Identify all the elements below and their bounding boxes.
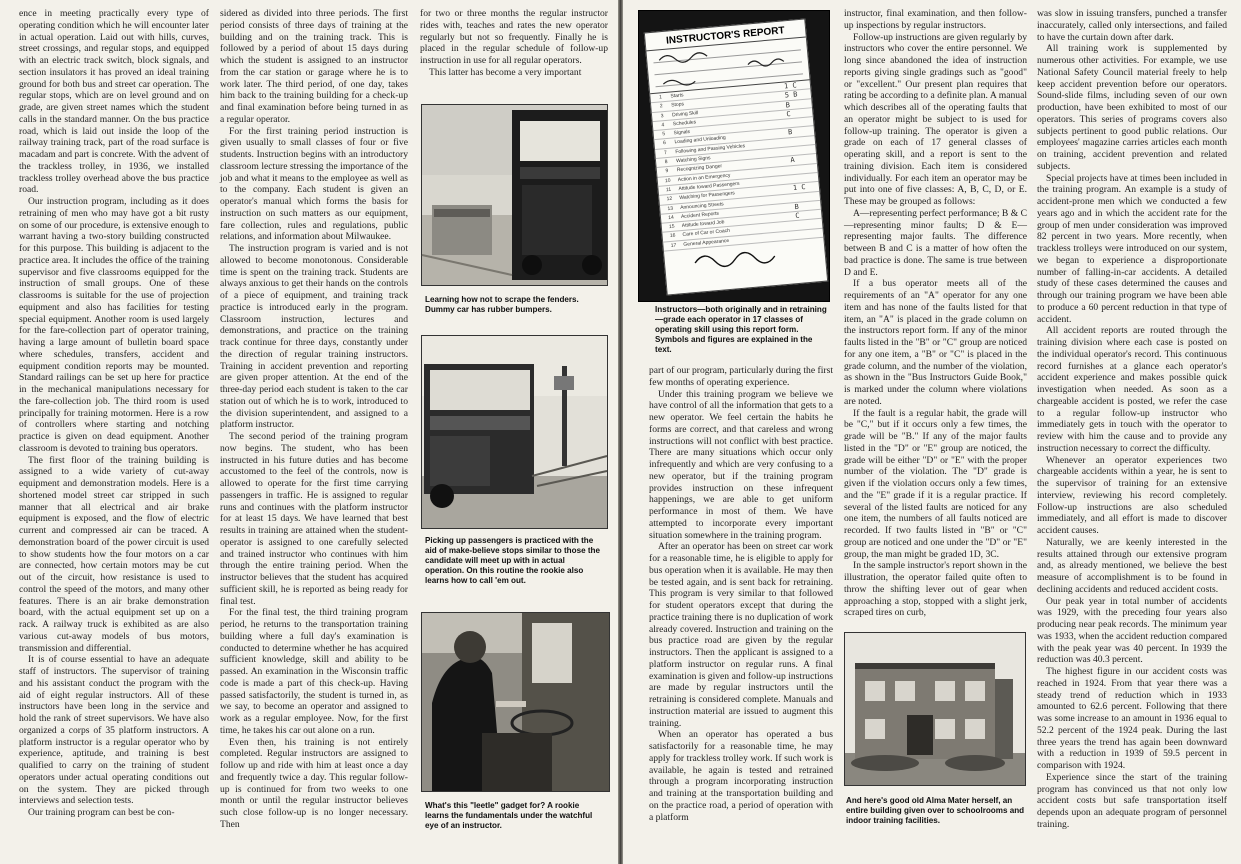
photo-training-building <box>844 632 1026 786</box>
paragraph: When an operator has operated a bus satisfactorily for a reasonable time, he may apply for trackless trolley work. If such work is available, he again is tested and retrained through a program incorporating instruction and training at the transportation building and on the practice road, a period of operation with a platform <box>649 729 833 823</box>
report-row-grade: B <box>785 100 791 110</box>
paragraph: All training work is supplemented by numerous other activities. For example, we use National Safety Council material freely to help keep accident prevention before our operators. Sound-slide films, including seven of our own production, have been exhibited to most of our operators. This series of programs covers also subjects pertinent to good public relations. Our employees' magazine carries articles each month on training, accident prevention and related subjects. <box>1037 43 1227 172</box>
right-column-2 <box>844 8 1027 619</box>
paragraph: Follow-up instructions are given regularly by instructors who cover the entire personnel. We long since abandoned the idea of instruction reports giving single gradings such as "good" or "excellent." Our present plan requires that rating be according to a definite plan. A manual which describes all of the operating faults that an operator might be subject to is used for follow-up training. The operator is given a grade on each of 17 general classes of operating skill, and a report is sent to the training division. Each item is considered individually. For each item an operator may be put into one of five classes: A, B, C, D, or E. These may be grouped as follows: <box>844 31 1027 207</box>
report-row-number: 17 <box>670 242 677 249</box>
paragraph: was slow in issuing transfers, punched a transfer inaccurately, called only intersections, and failed to have the curtain down after dark. <box>1037 8 1227 43</box>
paragraph: Even then, his training is not entirely completed. Regular instructors are assigned to follow up and ride with him at least once a day and frequently twice a day. This regular follow-up is continued for from two weeks to one month or until the regular instructor believes such close follow-up is no longer necessary. Then <box>220 736 408 830</box>
report-row-label: Watching for Passengers <box>679 190 736 202</box>
report-row-label: Recognizing Danger <box>676 163 723 174</box>
report-row-label: Watching Signs <box>675 155 711 165</box>
report-row-label: Schedules <box>672 119 697 128</box>
report-row-number: 6 <box>662 140 667 147</box>
paragraph: If the fault is a regular habit, the grade will be "C," but if it occurs only a few times, the grade will be "B." If any of the major faults listed in the "D" or "E" group are noticed, the grade will be either "D" or "E" with the proper number of the violation. The "D" grade is given if the violation occurs only a few times, and the "E" grade if it is a regular practice. If several of the listed faults are noticed for any one item, the numbers of all faults noticed are recorded. If two faults listed in "B" or "C" group are noticed and one under the "D" or "E" group, the man might be graded 1D, 3C. <box>844 407 1027 560</box>
report-row-grade: B <box>787 128 793 137</box>
paragraph: The instruction program is varied and is not allowed to become monotonous. Considerable time is spent on the training track. Students are always anxious to get their hands on the controls of a piece of equipment, and training track practice is introduced early in the program. Classroom instruction, lectures and demonstrations, and practice on the training track continue for three days, constantly under the direction of regular training instructors. Training in accident prevention and reporting are given proper attention. At the end of the three-day period each student is taken to the car station out of which he is to work, introduced to the division superintendent, and assigned to a platform instructor. <box>220 243 408 431</box>
paragraph: For the first training period instruction is given usually to small classes of four or five students. Instruction begins with an introductory classroom lecture stressing the importance of the job and what it means to the employee as well as to the company. Each student is given an operator's manual which forms the basis for instruction on such matters as our equipment, fare collection, rules and regulations, public relations, and information about Milwaukee. <box>220 125 408 243</box>
paragraph: The second period of the training program now begins. The student, who has been instructed in his future duties and has become accustomed to the feel of the controls, now is allowed to operate for the first time carrying passengers in traffic. He is assigned to regular runs and continues with the platform instructor for at least 15 days. We have learned that best results in training are attained when the student-operator is assigned to one carefully selected and trained instructor who continues with him through the entire training period. When the instructor believes that the student has acquired sufficient skill, he is reported as being ready for final test. <box>220 431 408 607</box>
report-row-grade: C <box>795 211 800 221</box>
left-column-3 <box>420 8 608 80</box>
paragraph: Whenever an operator experiences two chargeable accidents within a year, he is sent to the supervisor of training for an extensive interview, reviewing his record completely. Follow-up instructions are also scheduled immediately, and all effort is made to discover accident causes. <box>1037 454 1227 536</box>
report-row-label: Stops <box>671 101 685 109</box>
paragraph: This latter has become a very important <box>429 66 582 78</box>
paragraph: Naturally, we are keenly interested in the results attained through our extensive program and, as already mentioned, we believe the best measure of accomplishment is to be found in declining accidents and reduced accident costs. <box>1037 536 1227 595</box>
report-row-grade: B <box>794 202 800 211</box>
paragraph: The first floor of the training building is assigned to a wide variety of cut-away equipment and demonstration models. Here is a shortened model street car stripped in such manner that all electrical and air brake equipment is exposed, and the flow of electric current and compressed air can be traced. A demonstration board of the power circuit is used to show students how the four motors on a car are connected, how certain motors may be cut out of the circuit, how resistance is used to control the speed of the motors, and many other features. There is an air brake demonstration board, with the actual equipment set up on a rack. A railway truck is exhibited as are also various cut-away models of bus motors, transmission and differential. <box>19 454 209 654</box>
report-row-label: Announcing Streets <box>679 200 724 211</box>
paragraph: The highest figure in our accident costs was reached in 1924. From that year there was a steady trend of reduction which in 1933 amounted to 62.6 percent. Following that there was some increase to an amount in 1936 equal to 52.2 percent of the 1924 peak. During the last three years the trend has again been downward with a reduction in 1939 of 59.5 percent in comparison with 1924. <box>1037 666 1227 771</box>
paragraph: instructor, final examination, and then follow-up inspections by regular instructors. <box>844 8 1027 31</box>
paragraph: If a bus operator meets all of the requirements of an "A" operator for any one item and has none of the faults listed for that item, an "A" is placed in the grade column on the instructors report form. If any of the minor faults listed in the "B" or "C" group are noticed for any one item, a "B" or "C" is placed in the grade column, and the number of the violation, as shown in the "Bus Instructors Guide Book," is marked under the column where violations are noted. <box>844 278 1027 407</box>
paragraph: sidered as divided into three periods. The first period consists of three days of training at the building and on the training track. This is followed by a period of about 15 days during which the student is assigned to an instructor from the car station or garage where he is to work later. The third period, of one day, takes him back to the training building for a check-up and final examination before being turned in as a regular operator. <box>220 8 408 125</box>
right-page <box>623 0 1241 864</box>
paragraph: After an operator has been on street car work for a reasonable time, he is eligible to apply for bus operation when it is available. He may then be tested again, and is sent back for retraining. This program is very similar to that followed for student operators except that during the practice training there is no duplication of work already covered. Instruction and training on the bus practice road are given by the regular instructors. Then the applicant is assigned to a platform instructor on regular runs. A final examination is given and follow-up instructions are made by regular instructors until the retraining is considered complete. Manuals and instruction material are issued to augment this training. <box>649 541 833 729</box>
report-row-grade: 1 C <box>792 183 806 193</box>
report-row-number: 12 <box>666 195 673 203</box>
report-row-number: 8 <box>664 159 668 166</box>
report-row-number: 10 <box>664 177 671 184</box>
photo-caption: What's this "leetle" gadget for? A rookie learns the fundamentals under the watchful eye of an instructor. <box>425 801 593 830</box>
report-row-number: 11 <box>665 186 672 194</box>
left-column-2 <box>220 8 408 838</box>
report-row-grade: 1 C <box>783 81 797 91</box>
report-row-label: General Appearance <box>683 237 730 248</box>
report-row-grade: C <box>786 109 792 119</box>
report-row-label: Attitude toward Job <box>681 219 725 230</box>
report-caption: Instructors—both originally and in retraining—grade each operator in 17 classes of operating skill using this report form. Symbols and figures are explained in the text. <box>655 305 827 354</box>
photo-instructor-controls <box>421 612 610 792</box>
report-row-label: Starts <box>670 92 684 100</box>
right-column-1 <box>649 365 833 835</box>
report-row-number: 13 <box>667 205 674 212</box>
report-row-grade: 5 B <box>784 90 798 100</box>
left-page <box>0 0 618 864</box>
report-row-label: Loading and Unloading <box>674 135 727 146</box>
report-row-label: Care of Car or Coach <box>682 228 731 239</box>
paragraph: All accident reports are routed through the training division where each case is posted on the individual operator's record. This continuous record furnishes at a glance each operator's accident experience and makes possible quick investigation when needed. As soon as a chargeable accident is posted, we refer the case to a regular follow-up instructor who immediately gets in touch with the operator to review with him the cause and to provide any instruction necessary to correct the difficulty. <box>1037 325 1227 454</box>
paragraph: ence in meeting practically every type of operating condition which he will encounter later in actual operation. Laid out with hills, curves, street crossings, and regular stops, and equipped with an electric track switch, block signals, and section insulators it has proved an ideal training ground for both bus and street car operation. The regular stops, which are on level ground and on grade, are given street names which the student calls in the standard manner. On the bus practice road, which is laid out inside the loop of the railway training track, part of the road surface is macadam and part is concrete. With the advent of the trackless trolley, in 1936, we installed trackless trolley overhead above the bus practice road. <box>19 8 209 196</box>
left-column-1 <box>19 8 209 838</box>
report-row-label: Attitude toward Passengers <box>678 180 740 193</box>
report-row-number: 2 <box>659 103 663 110</box>
right-column-3 <box>1037 8 1227 848</box>
photo-caption: Picking up passengers is practiced with the aid of make-believe stops similar to those the candidate will meet up with in actual operation. On this routine the rookie also learns how to call 'em out. <box>425 536 600 585</box>
paragraph: It is of course essential to have an adequate staff of instructors. The supervisor of training and his assistant conduct the program with the aid of eight regular instructors. All of these instructors have been long in the service and hold the rank of street supervisors. We have also organized a corps of 35 platform instructors. A platform instructor is a regular operator who by experience, aptitude, and training is best qualified to carry on the training of student operators under actual operating conditions out on the system. They are picked through interviews and selection tests. <box>19 654 209 807</box>
report-row-number: 15 <box>668 223 675 231</box>
report-row-grade: A <box>790 156 796 165</box>
paragraph: Our training program can best be con- <box>28 807 175 818</box>
report-title: INSTRUCTOR'S REPORT <box>645 20 806 52</box>
report-row-number: 16 <box>669 233 676 240</box>
report-row-label: Driving Skill <box>671 109 699 118</box>
report-row-number: 7 <box>663 149 668 157</box>
paragraph: part of our program, particularly during the first few months of operating experience. <box>649 365 833 388</box>
instructors-report-form <box>644 18 828 295</box>
paragraph: Our instruction program, including as it does retraining of men who may have got a bit rusty on some of our procedure, is extensive enough to warrant having a two-story building constructed for this purpose. This building is adjacent to the practice area. It includes the office of the training supervisor and five classrooms equipped for the instruction of small groups. One of these classrooms is suitable for the use of projection equipment and also has facilities for testing special equipment. Another room is used largely for the fare-collection part of operator training, having a large amount of bulletin board space where schedules, transfers, accident and equipment condition reports may be mounted. Standard railings can be set up here for practice in the mechanical manipulations necessary for the fare-collection job. The third room is used principally for training motormen. Here is a row of controllers where starting and notching practice is given on dead equipment. Another classroom is devoted to training bus operators. <box>19 196 209 454</box>
photo-passenger-pickup <box>421 335 608 529</box>
report-row-number: 4 <box>661 122 665 129</box>
building-caption: And here's good old Alma Mater herself, an entire building given over to schoolrooms and indoor training facilities. <box>846 796 1025 825</box>
paragraph: for two or three months the regular instructor rides with, teaches and rates the new operator regularly but not so frequently. Finally he is placed in the regular schedule of follow-up instruction in use for all regular operators. <box>420 8 608 66</box>
report-row-number: 5 <box>662 131 666 138</box>
report-row-number: 9 <box>665 168 669 175</box>
report-row-number: 1 <box>658 94 663 101</box>
paragraph: Under this training program we believe we have control of all the information that gets to a new operator. We feel certain the habits he forms are correct, and that careless and wrong instructions will not conflict with best practice. There are many situations which occur only infrequently and which are very confusing to a new operator, but if the training program provides instruction on these infrequent happenings, we are able to get uniform performance in most of them. We have attempted to incorporate every important situation somewhere in the training program. <box>649 388 833 541</box>
paragraph: Our peak year in total number of accidents was 1929, with the preceding four years also producing near peak records. The minimum year was 1933, when the accident reduction compared with the peak year was 40 percent. In 1939 the reduction was 40.3 percent. <box>1037 595 1227 666</box>
paragraph: Special projects have at times been included in the training program. An example is a study of accident-prone men which we conducted a few years ago and in which the accident rate for the group of men under consideration was improved 82 percent in two years. More recently, when trackless trolleys were introduced on our system, we began to experience a disproportionate number of falling-in-car accidents. A detailed study of these cases determined the causes and through our training program we have been able to produce a 60 percent reduction in that type of accident. <box>1037 172 1227 325</box>
paragraph: A—representing perfect performance; B & C—representing minor faults; D & E—representing major faults. The difference between B and C is a matter of how often the bad practice is done. The same is true between D and E. <box>844 207 1027 278</box>
paragraph: Experience since the start of the training program has convinced us that not only low accident costs but safe transportation itself depends upon an adequate program of personnel training. <box>1037 771 1227 830</box>
report-row-label: Signals <box>673 129 691 137</box>
photo-bus-fender-practice <box>421 104 608 286</box>
report-row-number: 3 <box>660 112 664 119</box>
paragraph: In the sample instructor's report shown in the illustration, the operator failed quite often to throw the shifting lever out of gear when approaching a stop, stopped with a slight jerk, scraped tires on curb, <box>844 560 1027 619</box>
report-row-label: Accident Reports <box>680 210 720 220</box>
photo-caption: Learning how not to scrape the fenders. Dummy car has rubber bumpers. <box>425 295 579 314</box>
report-rows <box>650 80 823 251</box>
report-row-number: 14 <box>668 214 675 221</box>
photo-report-form <box>638 10 830 302</box>
report-row-label: Following and Passing Vehicles <box>675 142 746 156</box>
paragraph: For the final test, the third training program period, he returns to the transportation training building where a full day's examination is conducted to determine whether he has acquired sufficient knowledge, skill and ability to be passed. An examination in the Wisconsin traffic code is made a part of this check-up. Having passed satisfactorily, the student is turned in, as we say, to become an operator and assigned to work as a regular employee. Now, for the first time, he takes his car out alone on a run. <box>220 607 408 736</box>
report-row-label: Action in an Emergency <box>677 172 731 183</box>
